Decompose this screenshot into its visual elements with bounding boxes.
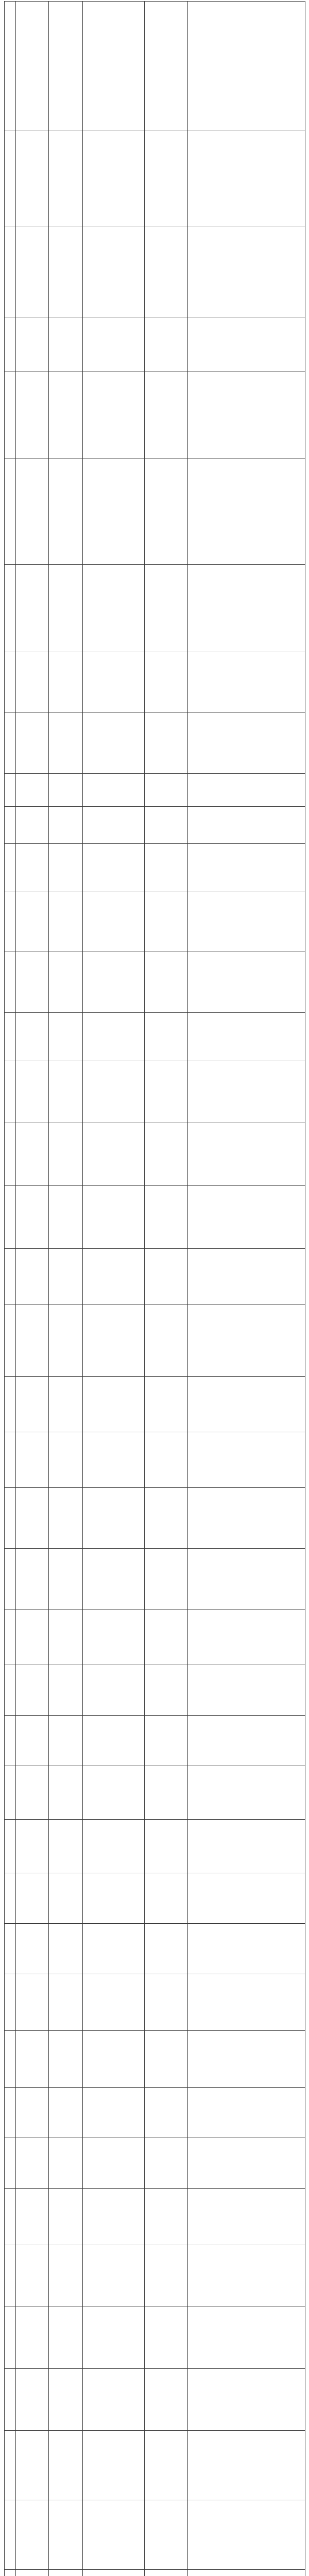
cell-method <box>188 1873 305 1924</box>
cell-num <box>5 1974 16 2031</box>
cell-basis <box>83 1060 145 1123</box>
cell-method <box>188 1549 305 1609</box>
table-row <box>5 1873 305 1924</box>
cell-item <box>16 1186 49 1249</box>
cell-blank <box>145 952 188 1013</box>
cell-category <box>49 2245 83 2307</box>
cell-item <box>16 844 49 891</box>
table-row <box>5 1060 305 1123</box>
cell-item <box>16 371 49 459</box>
cell-category <box>49 1820 83 1873</box>
table-row <box>5 2245 305 2307</box>
cell-num <box>5 652 16 713</box>
cell-num <box>5 2431 16 2500</box>
cell-blank <box>145 2570 188 2576</box>
cell-blank <box>145 1186 188 1249</box>
cell-item <box>16 2031 49 2088</box>
cell-basis <box>83 565 145 652</box>
cell-item <box>16 130 49 227</box>
cell-item <box>16 2307 49 2369</box>
cell-num <box>5 1123 16 1186</box>
cell-basis <box>83 2369 145 2431</box>
table-row <box>5 2307 305 2369</box>
cell-blank <box>145 2500 188 2570</box>
cell-basis <box>83 2570 145 2576</box>
cell-num <box>5 1549 16 1609</box>
cell-item <box>16 2245 49 2307</box>
cell-num <box>5 565 16 652</box>
cell-category <box>49 652 83 713</box>
table-row <box>5 1716 305 1766</box>
cell-blank <box>145 1609 188 1665</box>
table-row <box>5 652 305 713</box>
cell-basis <box>83 2307 145 2369</box>
cell-method <box>188 2245 305 2307</box>
cell-item <box>16 2500 49 2570</box>
cell-basis <box>83 1924 145 1974</box>
cell-method <box>188 891 305 952</box>
cell-category <box>49 227 83 317</box>
cell-basis <box>83 1549 145 1609</box>
cell-category <box>49 1665 83 1716</box>
cell-category <box>49 1924 83 1974</box>
cell-num <box>5 1377 16 1432</box>
table-row <box>5 2570 305 2576</box>
cell-blank <box>145 713 188 774</box>
cell-num <box>5 1488 16 1549</box>
cell-category <box>49 2189 83 2245</box>
cell-basis <box>83 1609 145 1665</box>
cell-num <box>5 2 16 130</box>
cell-basis <box>83 1974 145 2031</box>
cell-item <box>16 2431 49 2500</box>
cell-blank <box>145 2369 188 2431</box>
cell-basis <box>83 2088 145 2138</box>
cell-basis <box>83 891 145 952</box>
cell-num <box>5 713 16 774</box>
cell-method <box>188 2031 305 2088</box>
cell-item <box>16 1924 49 1974</box>
cell-item <box>16 1549 49 1609</box>
table-row <box>5 1924 305 1974</box>
table-row <box>5 713 305 774</box>
cell-category <box>49 1304 83 1377</box>
cell-blank <box>145 130 188 227</box>
cell-blank <box>145 565 188 652</box>
cell-num <box>5 2369 16 2431</box>
cell-num <box>5 2138 16 2189</box>
cell-category <box>49 844 83 891</box>
cell-num <box>5 1716 16 1766</box>
cell-method <box>188 844 305 891</box>
cell-category <box>49 371 83 459</box>
cell-method <box>188 1304 305 1377</box>
cell-blank <box>145 1766 188 1820</box>
cell-item <box>16 774 49 807</box>
cell-basis <box>83 2031 145 2088</box>
cell-num <box>5 1665 16 1716</box>
cell-item <box>16 1873 49 1924</box>
cell-method <box>188 130 305 227</box>
table-row <box>5 1377 305 1432</box>
cell-num <box>5 2189 16 2245</box>
cell-method <box>188 317 305 371</box>
cell-category <box>49 1873 83 1924</box>
cell-basis <box>83 317 145 371</box>
cell-num <box>5 1432 16 1488</box>
cell-basis <box>83 844 145 891</box>
cell-category <box>49 317 83 371</box>
cell-basis <box>83 1665 145 1716</box>
table-row <box>5 2189 305 2245</box>
cell-basis <box>83 371 145 459</box>
table-row <box>5 1549 305 1609</box>
cell-basis <box>83 1123 145 1186</box>
table-row <box>5 2088 305 2138</box>
cell-num <box>5 130 16 227</box>
cell-item <box>16 1377 49 1432</box>
table-row <box>5 2138 305 2189</box>
cell-category <box>49 2570 83 2576</box>
cell-basis <box>83 1249 145 1304</box>
cell-blank <box>145 2431 188 2500</box>
cell-method <box>188 1013 305 1060</box>
cell-item <box>16 807 49 844</box>
cell-blank <box>145 227 188 317</box>
cell-category <box>49 1060 83 1123</box>
cell-basis <box>83 1488 145 1549</box>
cell-method <box>188 1432 305 1488</box>
cell-basis <box>83 807 145 844</box>
cell-item <box>16 565 49 652</box>
cell-num <box>5 1609 16 1665</box>
cell-blank <box>145 2307 188 2369</box>
cell-basis <box>83 2245 145 2307</box>
cell-basis <box>83 1820 145 1873</box>
table-row <box>5 371 305 459</box>
cell-basis <box>83 2500 145 2570</box>
cell-category <box>49 2369 83 2431</box>
table-row <box>5 2031 305 2088</box>
cell-method <box>188 1974 305 2031</box>
table-row <box>5 844 305 891</box>
cell-basis <box>83 2189 145 2245</box>
cell-category <box>49 952 83 1013</box>
cell-method <box>188 2138 305 2189</box>
cell-category <box>49 2500 83 2570</box>
cell-blank <box>145 1820 188 1873</box>
table-row <box>5 891 305 952</box>
cell-category <box>49 1186 83 1249</box>
table-row <box>5 317 305 371</box>
table-row <box>5 1820 305 1873</box>
cell-blank <box>145 1432 188 1488</box>
cell-basis <box>83 1766 145 1820</box>
cell-num <box>5 1304 16 1377</box>
cell-num <box>5 2245 16 2307</box>
cell-basis <box>83 652 145 713</box>
cell-method <box>188 1665 305 1716</box>
cell-blank <box>145 1060 188 1123</box>
cell-method <box>188 1820 305 1873</box>
table-row <box>5 2369 305 2431</box>
cell-basis <box>83 952 145 1013</box>
cell-blank <box>145 371 188 459</box>
table-row <box>5 2500 305 2570</box>
cell-item <box>16 1766 49 1820</box>
cell-blank <box>145 1924 188 1974</box>
cell-num <box>5 1060 16 1123</box>
cell-method <box>188 2307 305 2369</box>
cell-basis <box>83 1377 145 1432</box>
cell-basis <box>83 1432 145 1488</box>
table-row <box>5 1123 305 1186</box>
cell-method <box>188 2570 305 2576</box>
cell-blank <box>145 1488 188 1549</box>
cell-item <box>16 227 49 317</box>
cell-basis <box>83 2138 145 2189</box>
cell-num <box>5 371 16 459</box>
table-row <box>5 227 305 317</box>
cell-category <box>49 2031 83 2088</box>
table-row <box>5 1249 305 1304</box>
cell-blank <box>145 2189 188 2245</box>
cell-num <box>5 1820 16 1873</box>
cell-blank <box>145 1665 188 1716</box>
cell-category <box>49 1549 83 1609</box>
cell-item <box>16 1974 49 2031</box>
cell-basis <box>83 1186 145 1249</box>
table-row <box>5 952 305 1013</box>
cell-method <box>188 371 305 459</box>
cell-basis <box>83 1873 145 1924</box>
cell-blank <box>145 891 188 952</box>
cell-category <box>49 1766 83 1820</box>
cell-category <box>49 565 83 652</box>
table-row <box>5 1304 305 1377</box>
cell-num <box>5 1766 16 1820</box>
cell-num <box>5 2500 16 2570</box>
table-row <box>5 1432 305 1488</box>
cell-item <box>16 2570 49 2576</box>
cell-blank <box>145 459 188 565</box>
cell-category <box>49 2088 83 2138</box>
cell-item <box>16 459 49 565</box>
cell-item <box>16 1488 49 1549</box>
cell-item <box>16 713 49 774</box>
cell-num <box>5 317 16 371</box>
cell-basis <box>83 227 145 317</box>
cell-item <box>16 1123 49 1186</box>
cell-method <box>188 1609 305 1665</box>
cell-method <box>188 1060 305 1123</box>
table-row <box>5 130 305 227</box>
cell-item <box>16 2 49 130</box>
cell-method <box>188 1766 305 1820</box>
cell-method <box>188 1488 305 1549</box>
cell-num <box>5 227 16 317</box>
cell-blank <box>145 652 188 713</box>
cell-category <box>49 1716 83 1766</box>
cell-item <box>16 652 49 713</box>
cell-basis <box>83 1716 145 1766</box>
cell-blank <box>145 1249 188 1304</box>
cell-item <box>16 1432 49 1488</box>
cell-basis <box>83 130 145 227</box>
cell-num <box>5 1873 16 1924</box>
table-row <box>5 1488 305 1549</box>
cell-method <box>188 774 305 807</box>
cell-method <box>188 1716 305 1766</box>
cell-method <box>188 652 305 713</box>
cell-blank <box>145 774 188 807</box>
cell-category <box>49 2431 83 2500</box>
cell-blank <box>145 1304 188 1377</box>
cell-num <box>5 1249 16 1304</box>
cell-method <box>188 2500 305 2570</box>
cell-blank <box>145 807 188 844</box>
table-row <box>5 1766 305 1820</box>
table-row <box>5 1665 305 1716</box>
cell-method <box>188 952 305 1013</box>
cell-method <box>188 2 305 130</box>
table-row <box>5 807 305 844</box>
cell-category <box>49 1609 83 1665</box>
cell-method <box>188 2431 305 2500</box>
table-row <box>5 459 305 565</box>
cell-item <box>16 952 49 1013</box>
cell-num <box>5 2031 16 2088</box>
cell-item <box>16 1249 49 1304</box>
cell-blank <box>145 1377 188 1432</box>
cell-item <box>16 1716 49 1766</box>
cell-basis <box>83 459 145 565</box>
cell-method <box>188 2369 305 2431</box>
cell-num <box>5 1186 16 1249</box>
cell-blank <box>145 1123 188 1186</box>
cell-basis <box>83 1013 145 1060</box>
cell-method <box>188 1186 305 1249</box>
cell-item <box>16 1820 49 1873</box>
cell-method <box>188 807 305 844</box>
cell-category <box>49 2138 83 2189</box>
cell-category <box>49 891 83 952</box>
cell-method <box>188 227 305 317</box>
cell-blank <box>145 1716 188 1766</box>
cell-category <box>49 1974 83 2031</box>
cell-num <box>5 844 16 891</box>
cell-blank <box>145 844 188 891</box>
table-row <box>5 774 305 807</box>
table-row <box>5 1013 305 1060</box>
cell-category <box>49 1013 83 1060</box>
cell-category <box>49 1123 83 1186</box>
cell-num <box>5 2307 16 2369</box>
cell-item <box>16 1304 49 1377</box>
cell-method <box>188 1249 305 1304</box>
cell-item <box>16 1609 49 1665</box>
cell-blank <box>145 1873 188 1924</box>
cell-item <box>16 1013 49 1060</box>
cell-blank <box>145 2 188 130</box>
cell-basis <box>83 2431 145 2500</box>
cell-method <box>188 1123 305 1186</box>
cell-category <box>49 130 83 227</box>
cell-num <box>5 952 16 1013</box>
cell-category <box>49 2 83 130</box>
cell-method <box>188 565 305 652</box>
cell-category <box>49 713 83 774</box>
cell-item <box>16 1060 49 1123</box>
cell-num <box>5 807 16 844</box>
table-row <box>5 2431 305 2500</box>
cell-num <box>5 891 16 952</box>
cell-basis <box>83 2 145 130</box>
cell-blank <box>145 1013 188 1060</box>
cell-num <box>5 1924 16 1974</box>
cell-category <box>49 774 83 807</box>
cell-num <box>5 2088 16 2138</box>
cell-basis <box>83 713 145 774</box>
cell-item <box>16 317 49 371</box>
cell-item <box>16 2088 49 2138</box>
cell-category <box>49 1249 83 1304</box>
cell-method <box>188 1924 305 1974</box>
cell-num <box>5 2570 16 2576</box>
cell-blank <box>145 2245 188 2307</box>
cell-category <box>49 1432 83 1488</box>
cell-num <box>5 1013 16 1060</box>
cell-method <box>188 2189 305 2245</box>
table-row <box>5 1186 305 1249</box>
cell-category <box>49 2307 83 2369</box>
cell-item <box>16 2138 49 2189</box>
table-row <box>5 565 305 652</box>
cell-item <box>16 891 49 952</box>
cell-num <box>5 459 16 565</box>
cell-basis <box>83 774 145 807</box>
cell-category <box>49 1377 83 1432</box>
cell-category <box>49 1488 83 1549</box>
cell-method <box>188 2088 305 2138</box>
cell-blank <box>145 1549 188 1609</box>
cell-item <box>16 2369 49 2431</box>
cell-blank <box>145 1974 188 2031</box>
cell-basis <box>83 1304 145 1377</box>
table-row <box>5 1974 305 2031</box>
cell-item <box>16 2189 49 2245</box>
table-row <box>5 1609 305 1665</box>
cell-method <box>188 1377 305 1432</box>
cell-blank <box>145 2031 188 2088</box>
cell-category <box>49 807 83 844</box>
cell-item <box>16 1665 49 1716</box>
cell-blank <box>145 2138 188 2189</box>
table-row <box>5 2 305 130</box>
cell-blank <box>145 2088 188 2138</box>
cell-num <box>5 774 16 807</box>
items-table <box>4 1 305 2576</box>
cell-method <box>188 713 305 774</box>
cell-method <box>188 459 305 565</box>
cell-blank <box>145 317 188 371</box>
cell-category <box>49 459 83 565</box>
table-body <box>5 2 305 2576</box>
